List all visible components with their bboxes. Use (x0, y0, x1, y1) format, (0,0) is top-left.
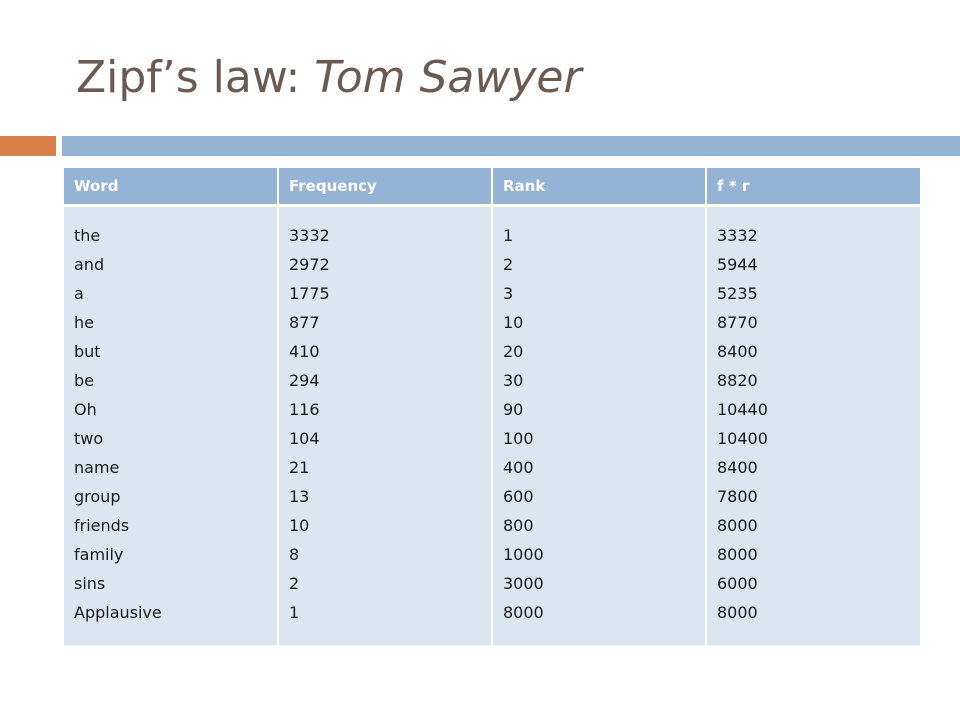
f-times-r-cell: 8000 (717, 544, 758, 564)
accent-bar-orange (0, 136, 56, 156)
word-cell: he (74, 312, 94, 332)
word-cell: sins (74, 573, 106, 593)
frequency-cell: 116 (289, 399, 320, 419)
frequency-column (278, 205, 492, 645)
frequency-cell: 21 (289, 457, 310, 477)
word-cell: the (74, 225, 101, 245)
f-times-r-cell: 8400 (717, 457, 758, 477)
word-cell: friends (74, 515, 130, 535)
word-cell: name (74, 457, 120, 477)
slide-title (76, 46, 582, 110)
rank-cell: 10 (503, 312, 524, 332)
word-cell: Applausive (74, 602, 162, 622)
word-cell: two (74, 428, 104, 448)
rank-cell: 400 (503, 457, 534, 477)
header-f-times-r: f * r (706, 168, 920, 205)
frequency-cell: 13 (289, 486, 310, 506)
word-cell: a (74, 283, 84, 303)
word-cell: family (74, 544, 124, 564)
rank-cell: 30 (503, 370, 524, 390)
header-word: Word (64, 168, 278, 205)
header-frequency: Frequency (278, 168, 492, 205)
rank-cell: 90 (503, 399, 524, 419)
word-cell: Oh (74, 399, 97, 419)
frequency-cell: 1 (289, 602, 300, 622)
frequency-cell: 104 (289, 428, 320, 448)
rank-cell: 1000 (503, 544, 544, 564)
f-times-r-cell: 8400 (717, 341, 758, 361)
f-times-r-column (706, 205, 920, 645)
rank-cell: 1 (503, 225, 514, 245)
f-times-r-cell: 8820 (717, 370, 758, 390)
word-column (64, 205, 278, 645)
f-times-r-cell: 7800 (717, 486, 758, 506)
rank-cell: 100 (503, 428, 534, 448)
f-times-r-cell: 10440 (717, 399, 768, 419)
frequency-cell: 294 (289, 370, 320, 390)
f-times-r-cell: 5944 (717, 254, 758, 274)
table-body-row (64, 205, 920, 645)
frequency-list (289, 221, 491, 627)
f-times-r-cell: 8770 (717, 312, 758, 332)
f-times-r-cell: 3332 (717, 225, 758, 245)
rank-cell: 20 (503, 341, 524, 361)
table-header-row (64, 168, 920, 205)
rank-cell: 600 (503, 486, 534, 506)
frequency-cell: 1775 (289, 283, 330, 303)
frequency-cell: 3332 (289, 225, 330, 245)
rank-list (503, 221, 705, 627)
title-prefix: Zipf’s law: (76, 52, 315, 103)
f-times-r-cell: 8000 (717, 602, 758, 622)
frequency-cell: 2 (289, 573, 300, 593)
rank-cell: 2 (503, 254, 514, 274)
rank-cell: 3 (503, 283, 514, 303)
accent-bar-blue (62, 136, 960, 156)
word-list (74, 221, 277, 627)
zipf-table (64, 168, 920, 645)
header-rank: Rank (492, 168, 706, 205)
f-times-r-list (717, 221, 920, 627)
word-cell: but (74, 341, 101, 361)
frequency-cell: 410 (289, 341, 320, 361)
title-emphasis: Tom Sawyer (314, 52, 582, 103)
rank-cell: 3000 (503, 573, 544, 593)
f-times-r-cell: 10400 (717, 428, 768, 448)
frequency-cell: 10 (289, 515, 310, 535)
rank-cell: 800 (503, 515, 534, 535)
frequency-cell: 8 (289, 544, 300, 564)
word-cell: be (74, 370, 94, 390)
word-cell: group (74, 486, 121, 506)
word-cell: and (74, 254, 105, 274)
frequency-cell: 877 (289, 312, 320, 332)
rank-column (492, 205, 706, 645)
frequency-cell: 2972 (289, 254, 330, 274)
f-times-r-cell: 6000 (717, 573, 758, 593)
rank-cell: 8000 (503, 602, 544, 622)
f-times-r-cell: 5235 (717, 283, 758, 303)
f-times-r-cell: 8000 (717, 515, 758, 535)
